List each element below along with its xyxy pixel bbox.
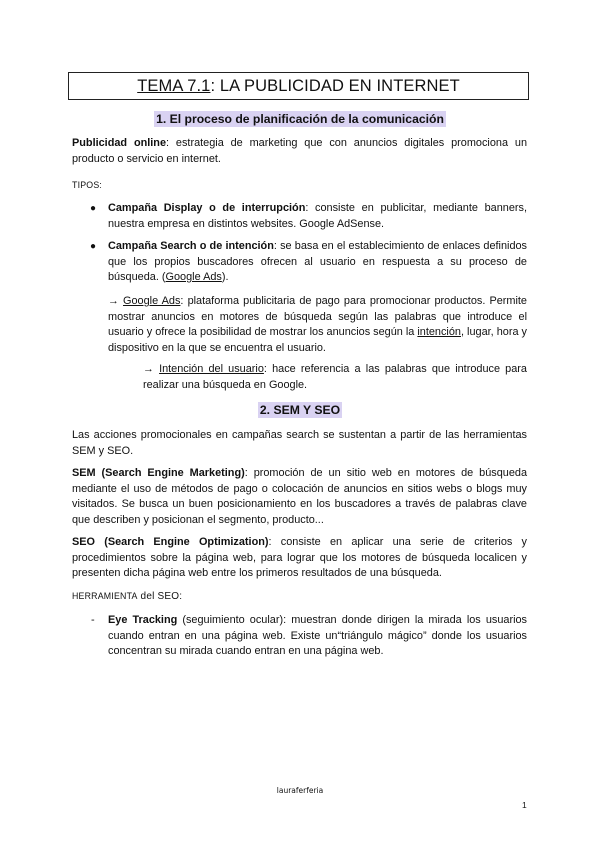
bullet-dot-icon: ● [90,203,97,214]
section-1-heading-row [0,110,600,128]
title-rest: : LA PUBLICIDAD EN INTERNET [210,77,460,95]
bullet-dot-icon: ● [90,241,97,252]
publicidad-online-paragraph [72,136,527,167]
arrow-right-icon: → [143,363,154,375]
display-term: Campaña Display o de interrupción [108,202,306,214]
sem-term: SEM (Search Engine Marketing) [72,467,245,479]
bullet-display-paragraph [108,201,527,232]
acciones-paragraph: Las acciones promocionales en campañas search se sustentan a partir de las herramientas SEM y SEO. [72,429,527,457]
herramienta-rest: del SEO: [137,591,183,602]
publicidad-online-term: Publicidad online [72,137,167,149]
search-close: ). [221,271,229,283]
section-2-heading-row [0,401,600,419]
google-ads-term: Google Ads [123,295,181,307]
page-number: 1 [522,800,527,810]
eye-tracking-paragraph [108,613,527,660]
dash-marker: - [91,614,95,626]
seo-text: : consiste en aplicar una serie de criterios y procedimientos sobre la página web, para lograr que los motores de búsqueda localicen y presenten dicha página web entre los primeros resultados de una búsqueda. [72,536,528,579]
herramienta-caps: HERRAMIENTA [72,591,138,601]
seo-term: SEO (Search Engine Optimization) [72,536,269,548]
search-term: Campaña Search o de intención [108,240,274,252]
footer-author: lauraferferia [276,786,324,795]
intencion-text: : hace referencia a las palabras que introduce para realizar una búsqueda en Google. [143,363,527,391]
google-ads-link[interactable]: Google Ads [165,271,222,283]
eye-tracking-text: (seguimiento ocular): muestran donde dirigen la mirada los usuarios cuando entran en una página web. Existe un“triángulo mágico” donde los usuarios concentran su mirada cuando entran en una página web. [108,614,527,657]
section-1-heading: 1. El proceso de planificación de la comunicación [156,112,444,126]
title-prefix: TEMA 7.1 [137,77,211,95]
herramienta-label [72,590,182,603]
google-ads-text-1: : plataforma publicitaria de pago para promocionar productos. Permite mostrar anuncios en motores de búsqueda según las palabras que introduce el usuario y ofrece la posibilidad de mostrar los anuncios según la [108,295,527,338]
section-2-heading: 2. SEM Y SEO [259,403,341,417]
publicidad-online-text: : estrategia de marketing que con anuncios digitales promociona un producto o servicio en internet. [72,137,527,165]
bullet-search-paragraph [108,239,527,286]
eye-tracking-term: Eye Tracking [108,614,178,626]
intencion-term: Intención del usuario [159,363,264,375]
google-ads-paragraph [108,294,527,356]
intencion-link[interactable]: intención [417,326,461,338]
sem-text: : promoción de un sitio web en motores de búsqueda mediante el uso de métodos de pago o colocación de anuncios en sitios webs o blogs muy visitados. Se busca un buen posicionamiento en los buscadores a través de palabras clave que describen y posicionan el segmento, producto... [72,467,528,526]
sem-paragraph [72,466,527,528]
arrow-right-icon: → [108,295,119,307]
intencion-paragraph [143,362,527,393]
search-text: : se basa en el establecimiento de enlaces definidos que los propios buscadores ofrecen al usuario en respuesta a su proceso de búsqueda. ( [108,240,527,283]
google-ads-text-2: , lugar, hora y dispositivo en la que se encuentra el usuario. [108,326,527,354]
display-text: : consiste en publicitar, mediante banners, nuestra empresa en distintos websites. Google AdSense. [108,202,527,230]
tipos-label: TIPOS: [72,180,103,190]
page-title [68,72,529,100]
seo-paragraph [72,535,527,582]
